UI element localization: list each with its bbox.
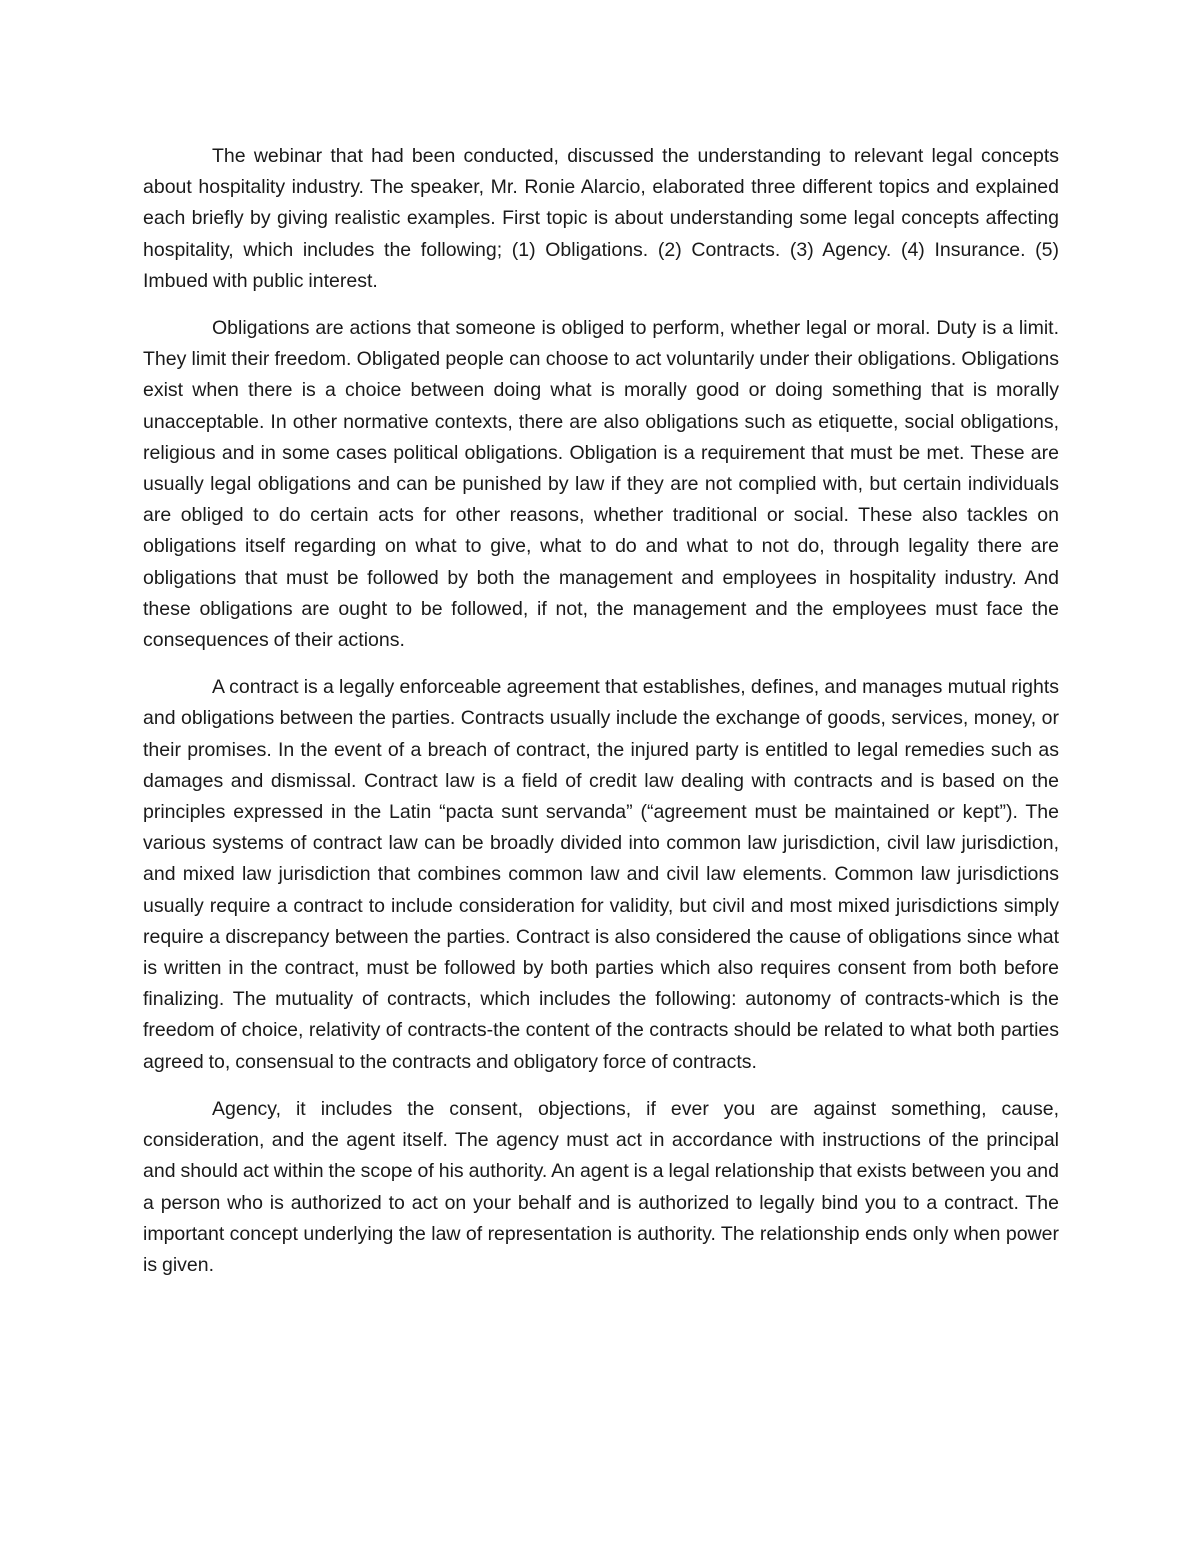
paragraph-webinar-intro: The webinar that had been conducted, discussed the understanding to relevant legal concepts about hospitality industry. The speaker, Mr. Ronie Alarcio, elaborated three different topics and explained each briefly by giving realistic examples. First topic is about understanding some legal concepts affecting hospitality, which includes the following; (1) Obligations. (2) Contracts. (3) Agency. (4) Insurance. (5) Imbued with public interest. [143,145,1059,292]
paragraph-contracts: A contract is a legally enforceable agreement that establishes, defines, and manages mutual rights and obligations between the parties. Contracts usually include the exchange of goods, services, money, or their promises. In the event of a breach of contract, the injured party is entitled to legal remedies such as damages and dismissal. Contract law is a field of credit law dealing with contracts and is based on the principles expressed in the Latin “pacta sunt servanda” (“agreement must be maintained or kept”). The various systems of contract law can be broadly divided into common law jurisdiction, civil law jurisdiction, and mixed law jurisdiction that combines common law and civil law elements. Common law jurisdictions usually require a contract to include consideration for validity, but civil and most mixed jurisdictions simply require a discrepancy between the parties. Contract is also considered the cause of obligations since what is written in the contract, must be followed by both parties which also requires consent from both before finalizing. The mutuality of contracts, which includes the following: autonomy of contracts-which is the freedom of choice, relativity of contracts-the content of the contracts should be related to what both parties agreed to, consensual to the contracts and obligatory force of contracts. [143,676,1059,1073]
paragraph-agency: Agency, it includes the consent, objections, if ever you are against something, cause, consideration, and the agent itself. The agency must act in accordance with instructions of the principal and should act within the scope of his authority. An agent is a legal relationship that exists between you and a person who is authorized to act on your behalf and is authorized to legally bind you to a contract. The important concept underlying the law of representation is authority. The relationship ends only when power is given. [143,1097,1059,1276]
paragraph-obligations: Obligations are actions that someone is obliged to perform, whether legal or moral. Duty is a limit. They limit their freedom. Obligated people can choose to act voluntarily under their obligations. Obligations exist when there is a choice between doing what is morally good or doing something that is morally unacceptable. In other normative contexts, there are also obligations such as etiquette, social obligations, religious and in some cases political obligations. Obligation is a requirement that must be met. These are usually legal obligations and can be punished by law if they are not complied with, but certain individuals are obliged to do certain acts for other reasons, whether traditional or social. These also tackles on obligations itself regarding on what to give, what to do and what to not do, through legality there are obligations that must be followed by both the management and employees in hospitality industry. And these obligations are ought to be followed, if not, the management and the employees must face the consequences of their actions. [143,317,1059,652]
document-body [143,141,1059,1281]
